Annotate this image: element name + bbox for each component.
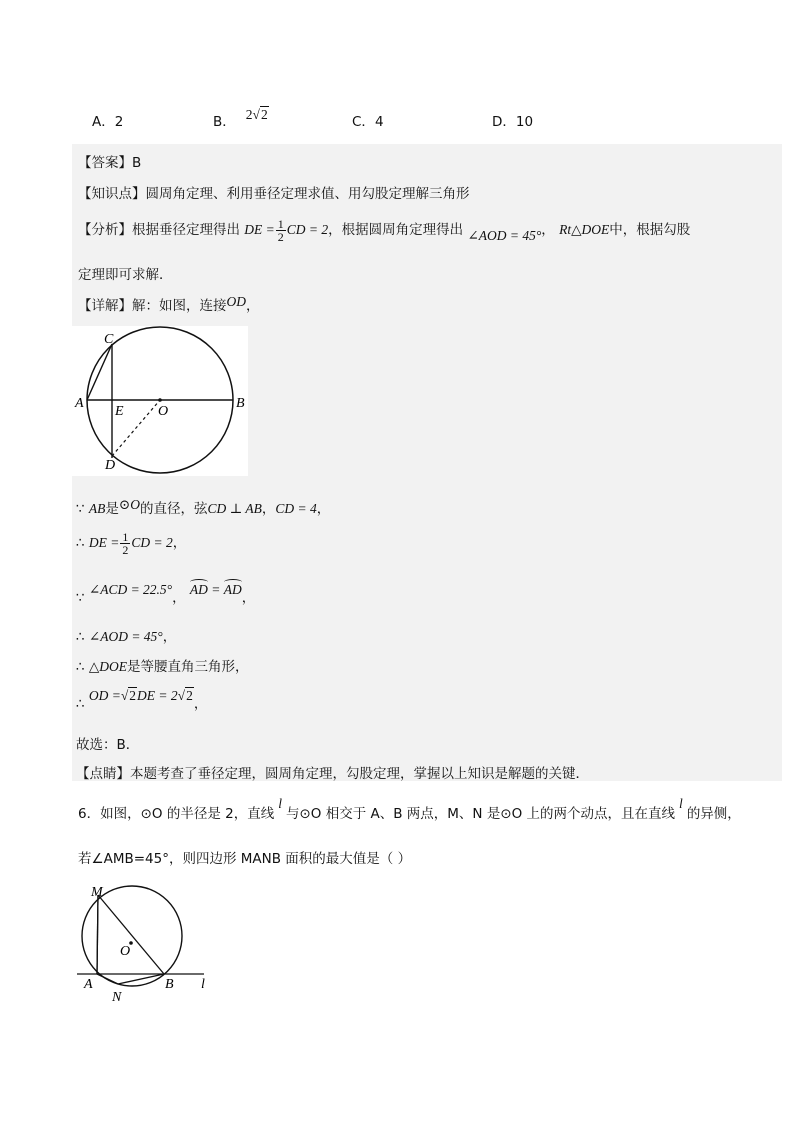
step-5-triangle: △DOE (88, 659, 128, 674)
step-1-circle: ⊙O (118, 497, 140, 512)
step-3 (76, 578, 256, 606)
analysis-line-1 (78, 213, 690, 247)
fig1-label-d: D (105, 458, 116, 473)
analysis-rt: Rt△DOE (559, 222, 610, 237)
fig2-label-o: O (120, 944, 131, 959)
option-b-value: 2 (245, 107, 253, 122)
fig2-label-l: l (201, 977, 205, 992)
step-2 (76, 528, 186, 558)
option-b-radical: 2 (260, 107, 268, 122)
fraction-den: 2 (277, 229, 284, 244)
step-1-text: 的直径，弦 (139, 501, 208, 517)
analysis-sep: ， (541, 222, 555, 238)
q6-text-a: 6．如图，⊙O 的半径是 2，直线 (78, 806, 275, 822)
option-d-value: 10 (515, 114, 534, 130)
analysis-tag: 【分析】 (78, 222, 132, 238)
fig1-label-c: C (104, 332, 114, 347)
fig1-label-o: O (158, 404, 169, 419)
option-c (352, 110, 384, 130)
circle-figure-2 (72, 880, 222, 1006)
fig1-label-e: E (115, 404, 124, 419)
q6-text-line2: 若∠AMB=45°，则四边形 MANB 面积的最大值是（ ） (78, 851, 412, 867)
detail-end: ， (246, 298, 260, 314)
option-b: B． 2√2 (213, 107, 268, 130)
analysis-fraction (276, 218, 286, 243)
knowledge-line (78, 182, 470, 202)
detail-line (78, 294, 260, 314)
step-2-end: ， (172, 535, 187, 551)
step-4-end: ， (162, 629, 177, 645)
step-2-symbol: ∴ (76, 535, 85, 551)
option-c-value: 4 (374, 114, 384, 130)
step-1-sep: ， (261, 501, 276, 517)
knowledge-tag: 【知识点】 (78, 186, 146, 202)
step-6-radical-2: 2 (186, 688, 193, 703)
analysis-eq-right: CD = 2 (286, 222, 329, 237)
comment-tag: 【点睛】 (76, 766, 130, 782)
q6-text-b: 与⊙O 相交于 A、B 两点，M、N 是⊙O 上的两个动点，且在直线 (285, 806, 676, 822)
comment-line (76, 762, 589, 782)
step-2-den: 2 (122, 542, 129, 557)
step-2-left: DE = (88, 535, 120, 550)
step-6-end: ， (193, 696, 208, 712)
step-5 (76, 655, 249, 675)
fig1-label-a: A (75, 396, 84, 411)
step-2-num: 1 (122, 529, 129, 544)
choice-line (76, 733, 139, 753)
step-6-left: OD = (88, 688, 121, 703)
analysis-eq-left: DE = (244, 222, 275, 237)
choice-text: 故选：B． (76, 737, 140, 753)
analysis-mid: ，根据圆周角定理得出 (328, 222, 464, 238)
step-1-cd: CD = 4 (275, 501, 317, 516)
step-6: ∴ OD =√2DE = 2√2， (76, 688, 208, 712)
option-b-letter: B． (213, 114, 236, 130)
step-3-arc-2: AD (223, 582, 242, 597)
step-4 (76, 625, 176, 645)
step-2-fraction (120, 531, 130, 556)
circle-figure-1 (72, 326, 248, 476)
step-1-perp: CD ⊥ AB (207, 501, 262, 516)
analysis-pre: 根据垂径定理得出 (132, 222, 240, 238)
question-6-line-1 (78, 796, 741, 822)
step-3-angle: ∠ACD = 22.5° (88, 582, 173, 597)
detail-tag: 【详解】 (78, 298, 132, 314)
analysis-angle: ∠AOD = 45° (467, 228, 542, 243)
fig2-label-n: N (112, 990, 122, 1005)
question-6-line-2 (78, 847, 411, 867)
step-1-ab: AB (88, 501, 106, 516)
step-4-text: ∠AOD = 45° (88, 629, 163, 644)
step-3-end: ， (241, 590, 256, 606)
option-d-letter: D． (492, 114, 516, 130)
q6-text-c: 的异侧， (686, 806, 741, 822)
q6-line-l-1: l (278, 796, 282, 811)
q6-line-l-2: l (679, 796, 683, 811)
step-3-symbol: ∵ (76, 590, 85, 606)
step-1-shi: 是 (105, 501, 119, 517)
step-6-mid: DE = 2 (137, 688, 178, 703)
analysis-line2-text: 定理即可求解． (78, 267, 173, 283)
step-5-symbol: ∴ (76, 659, 85, 675)
fig2-label-b: B (165, 977, 174, 992)
fig2-label-a: A (84, 977, 93, 992)
step-1-symbol: ∵ (76, 501, 85, 517)
answer-tag: 【答案】 (78, 155, 132, 171)
step-3-eq: = (207, 582, 224, 597)
step-5-text: 是等腰直角三角形， (127, 659, 249, 675)
step-3-sep: ， (172, 590, 186, 606)
option-d (492, 110, 533, 130)
detail-text: 解：如图，连接 (132, 298, 227, 314)
fig1-label-b: B (236, 396, 245, 411)
option-a (92, 110, 123, 130)
step-6-radical-1: 2 (129, 688, 137, 703)
step-1 (76, 497, 330, 517)
analysis-post: 中，根据勾股 (609, 222, 691, 238)
fig2-label-m: M (91, 885, 103, 900)
answer-value: B (132, 155, 142, 171)
step-6-symbol: ∴ (76, 696, 85, 712)
comment-text: 本题考查了垂径定理，圆周角定理，勾股定理，掌握以上知识是解题的关键． (130, 766, 589, 782)
option-a-letter: A． (92, 114, 115, 130)
knowledge-text: 圆周角定理、利用垂径定理求值、用勾股定理解三角形 (145, 186, 470, 202)
option-a-value: 2 (114, 114, 124, 130)
step-2-right: CD = 2 (131, 535, 173, 550)
fraction-num: 1 (277, 216, 284, 231)
step-3-arc-1: AD (189, 582, 208, 597)
step-4-symbol: ∴ (76, 629, 85, 645)
analysis-line-2 (78, 263, 173, 283)
step-1-end: ， (316, 501, 331, 517)
option-c-letter: C． (352, 114, 375, 130)
detail-seg: OD (226, 294, 246, 309)
answer-line (78, 151, 141, 171)
